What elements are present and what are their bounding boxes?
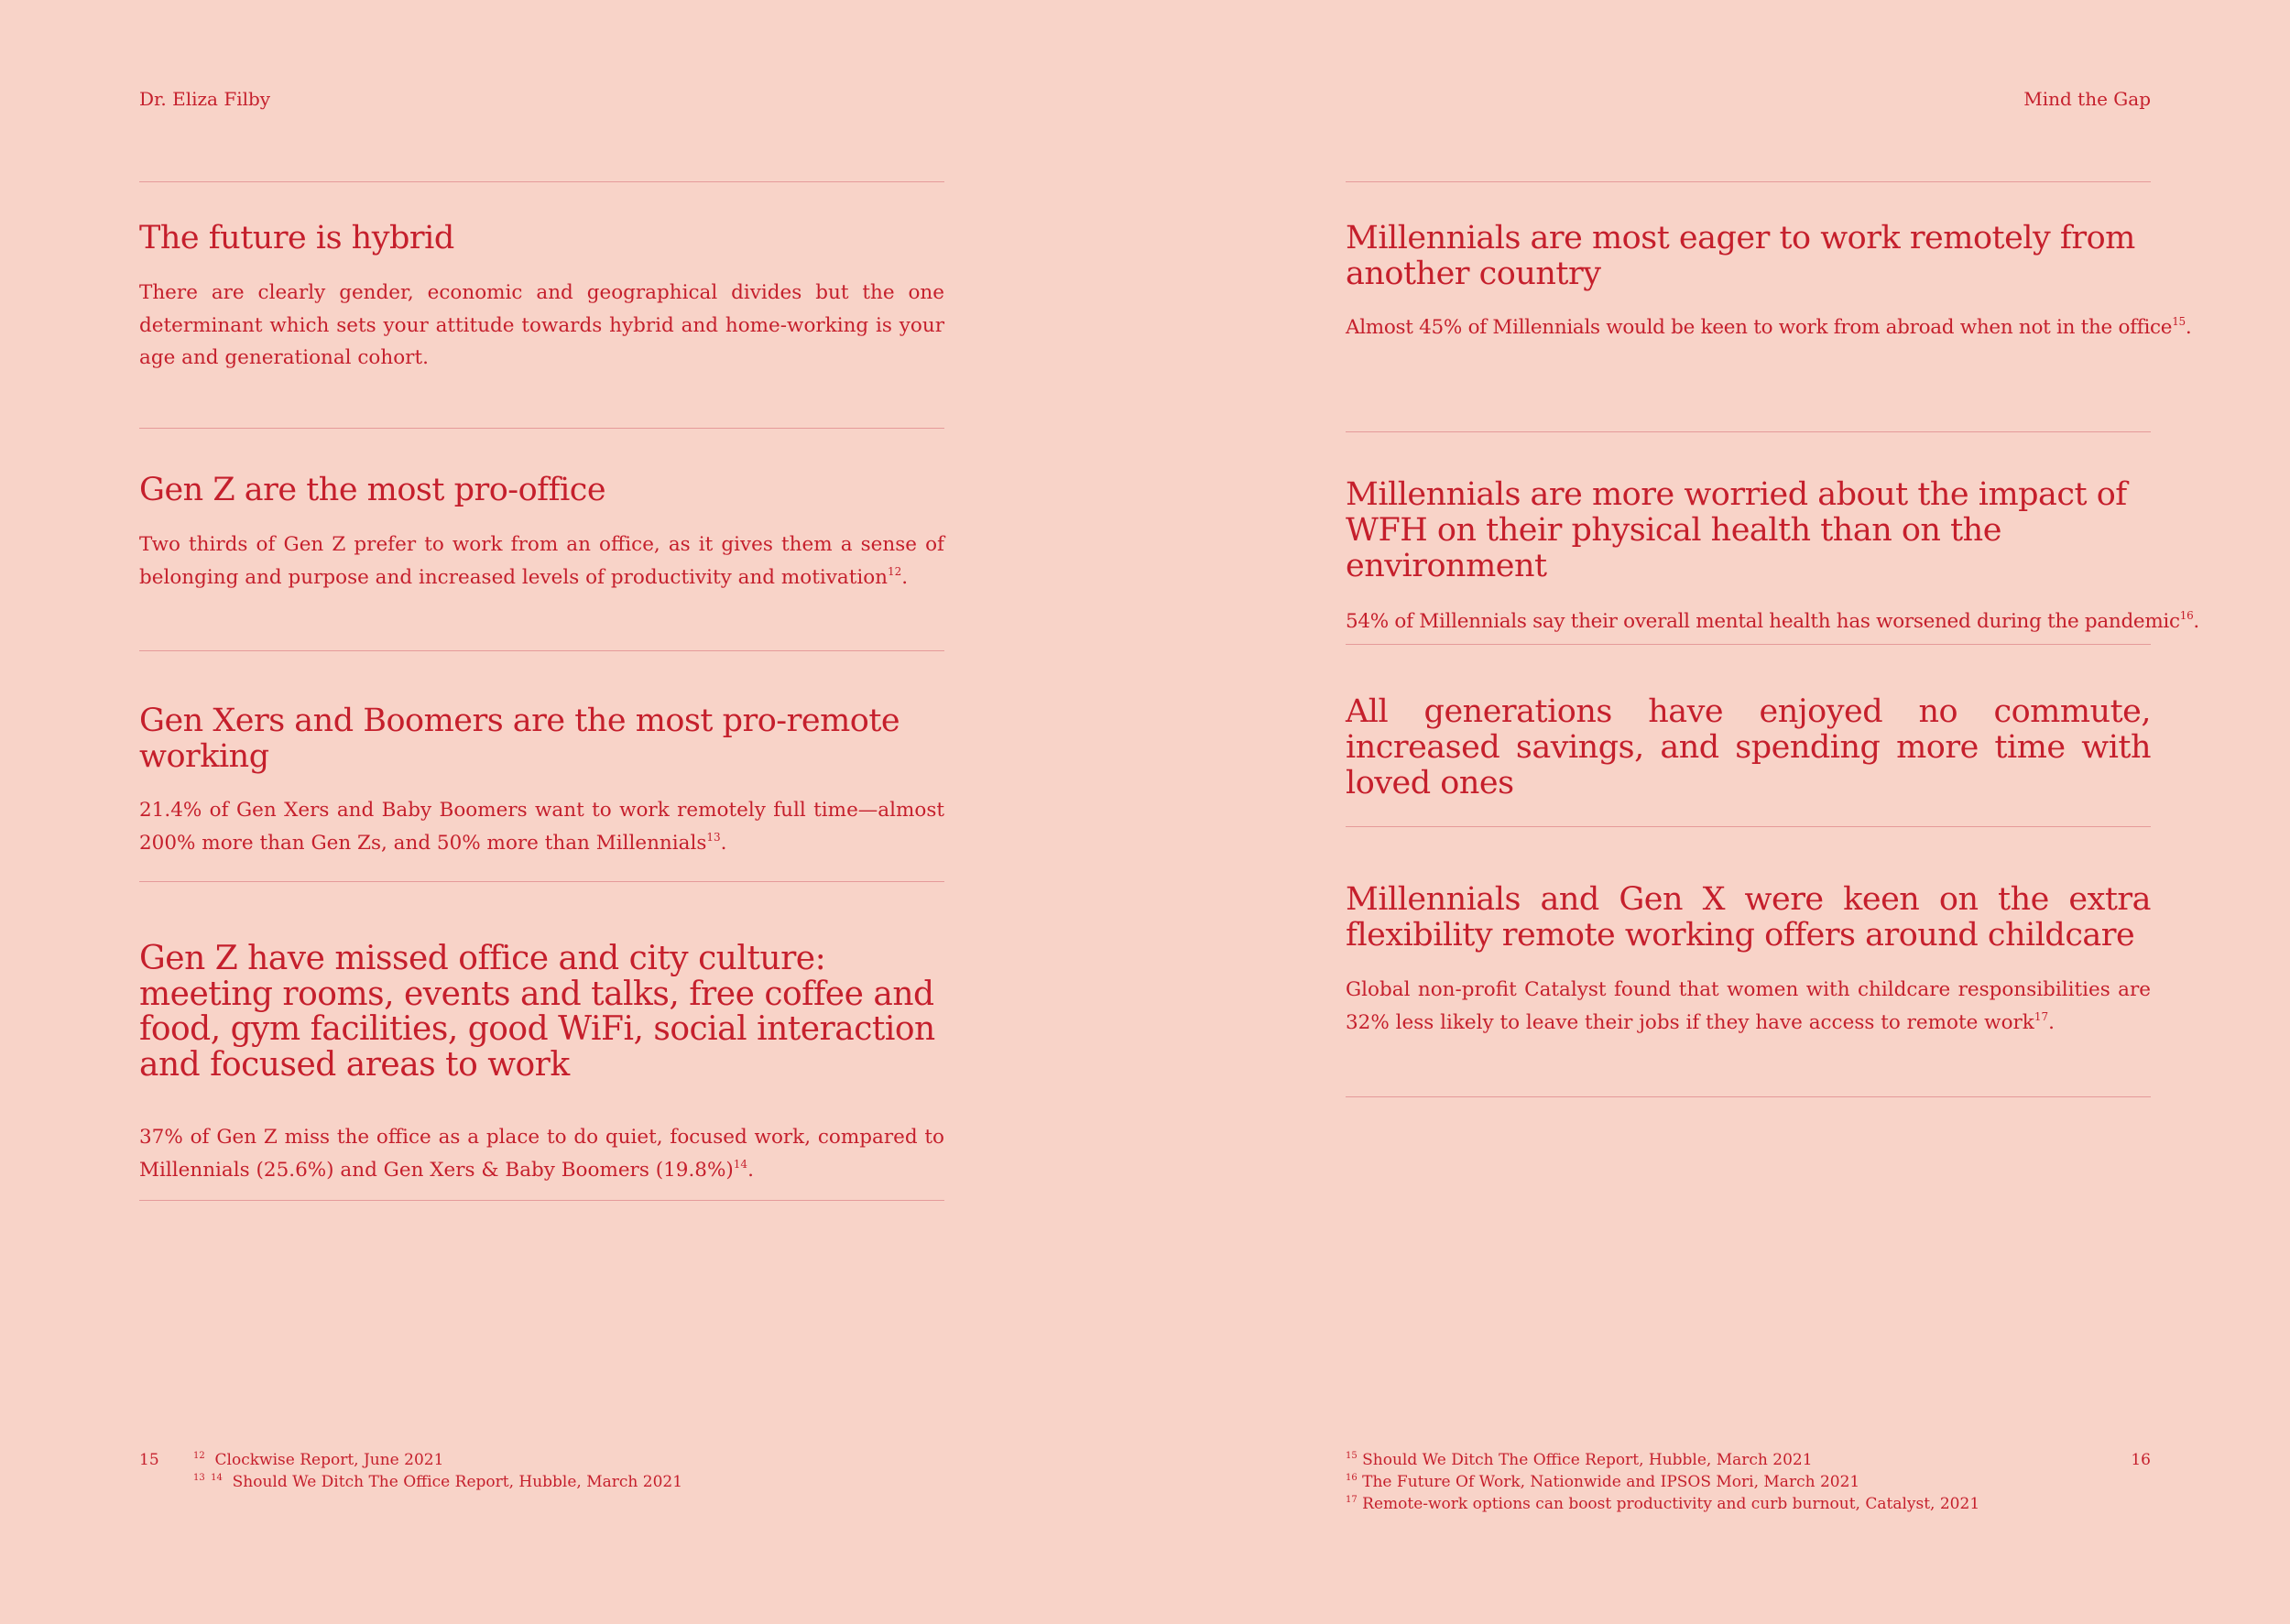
section-body	[139, 277, 944, 375]
body-text: 21.4% of Gen Xers and Baby Boomers want to work remotely full time—almost 200% more than Gen Zs, and 50% more than Millennials	[139, 799, 944, 855]
running-head-title: Mind the Gap	[2023, 88, 2151, 110]
footnote-ref: 17	[2034, 1009, 2049, 1023]
page-number: 15	[139, 1451, 159, 1469]
right-page	[1145, 0, 2290, 1624]
body-text: Two thirds of Gen Z prefer to work from an office, as it gives them a sense of belonging and purpose and increased levels of productivity and motivation	[139, 533, 944, 589]
footnote-text: Should We Ditch The Office Report, Hubble, March 2021	[232, 1473, 683, 1491]
section-heading: Gen Z are the most pro-office	[139, 472, 606, 508]
section-childcare-flexibility	[1346, 826, 2151, 1096]
body-text: There are clearly gender, economic and geographical divides but the one determinant which sets your attitude towards hybrid and home-working is your age and generational cohort.	[139, 281, 944, 369]
footnote-text: The Future Of Work, Nationwide and IPSOS Mori, March 2021	[1362, 1473, 1860, 1491]
footnote-text: Clockwise Report, June 2021	[214, 1451, 444, 1469]
footnote-marker: 13 14	[193, 1473, 223, 1483]
footnotes	[1346, 1449, 1979, 1515]
section-heading: The future is hybrid	[139, 220, 454, 256]
section-body: 37% of Gen Z miss the office as a place to do quiet, focused work, compared to Millennials (25.6%) and Gen Xers & Baby Boomers $(19.8\%)^{14}$.	[139, 1126, 944, 1182]
section-body: Almost 45% of Millennials would be keen to work from abroad when not in the office$^{15}$.	[1346, 315, 2192, 339]
section-genz-missed-office	[139, 881, 944, 1200]
footnote-text: Remote-work options can boost productivity and curb burnout, Catalyst, 2021	[1362, 1495, 1980, 1513]
footnote-ref: 16	[2179, 609, 2194, 622]
section-heading: Gen Z have missed office and city culture: meeting rooms, events and talks, free coffee and food, gym facilities, good WiFi, social interaction and focused areas to work	[139, 940, 935, 1084]
section-body: Two thirds of Gen Z prefer to work from an office, as it gives them a sense of belonging and purpose and increased levels of productivity and motivation$^{12}$.	[139, 533, 944, 589]
page-number: 16	[2131, 1451, 2151, 1469]
footnote	[1346, 1471, 1979, 1493]
footnote-marker: 17	[1346, 1495, 1358, 1505]
section-body: 21.4% of Gen Xers and Baby Boomers want to work remotely full time—almost 200% more than Gen Zs, and 50% more than Millennials$^{13}$.	[139, 799, 944, 855]
section-body: 54% of Millennials say their overall mental health has worsened during the pandemic$^{16}$.	[1346, 609, 2199, 633]
body-text: Almost 45% of Millennials would be keen to work from abroad when not in the office	[1346, 316, 2173, 339]
footnote	[1346, 1449, 1979, 1471]
footnote-marker: 12	[193, 1451, 205, 1461]
body-text: 54% of Millennials say their overall mental health has worsened during the pandemic	[1346, 610, 2180, 633]
running-head-author: Dr. Eliza Filby	[139, 88, 271, 110]
right-column	[1346, 181, 2199, 1097]
divider	[139, 1200, 944, 1201]
section-heading: All generations have enjoyed no commute, increased savings, and spending more time with loved ones	[1346, 693, 2151, 801]
body-text: 37% of Gen Z miss the office as a place to do quiet, focused work, compared to Millennials (25.6%) and Gen Xers & Baby Boomers (19.8%)	[139, 1126, 944, 1182]
section-millennials-abroad	[1346, 181, 2192, 431]
body-text: Global non-profit Catalyst found that women with childcare responsibilities are 32% less likely to leave their jobs if they have access to remote work	[1346, 978, 2151, 1034]
footnote-marker: 15	[1346, 1451, 1358, 1461]
section-heading: Gen Xers and Boomers are the most pro-remote working	[139, 703, 900, 775]
section-heading: Millennials are most eager to work remotely from another country	[1346, 220, 2135, 292]
section-all-generations	[1346, 644, 2151, 826]
section-millennials-health	[1346, 431, 2199, 644]
section-body: Global non-profit Catalyst found that women with childcare responsibilities are 32% less likely to leave their jobs if they have access to remote work$^{17}$.	[1346, 978, 2151, 1034]
section-genz-pro-office	[139, 428, 944, 650]
section-genx-boomers-remote	[139, 650, 944, 881]
section-heading: Millennials and Gen X were keen on the extra flexibility remote working offers around childcare	[1346, 881, 2151, 954]
footnotes	[193, 1449, 682, 1493]
divider	[1346, 1096, 2151, 1097]
footnote-marker: 16	[1346, 1473, 1358, 1483]
section-heading: Millennials are more worried about the impact of WFH on their physical health than on the environment	[1346, 476, 2127, 584]
footnote	[1346, 1493, 1979, 1515]
footnote-text: Should We Ditch The Office Report, Hubble, March 2021	[1362, 1451, 1813, 1469]
footnote	[193, 1449, 682, 1471]
footnote-ref: 13	[706, 830, 721, 844]
footnote-ref: 14	[733, 1157, 748, 1171]
left-column	[139, 181, 944, 1201]
footnote-ref: 15	[2172, 315, 2186, 328]
footnote-ref: 12	[888, 564, 902, 578]
section-future-hybrid	[139, 181, 944, 428]
footnote	[193, 1471, 682, 1493]
